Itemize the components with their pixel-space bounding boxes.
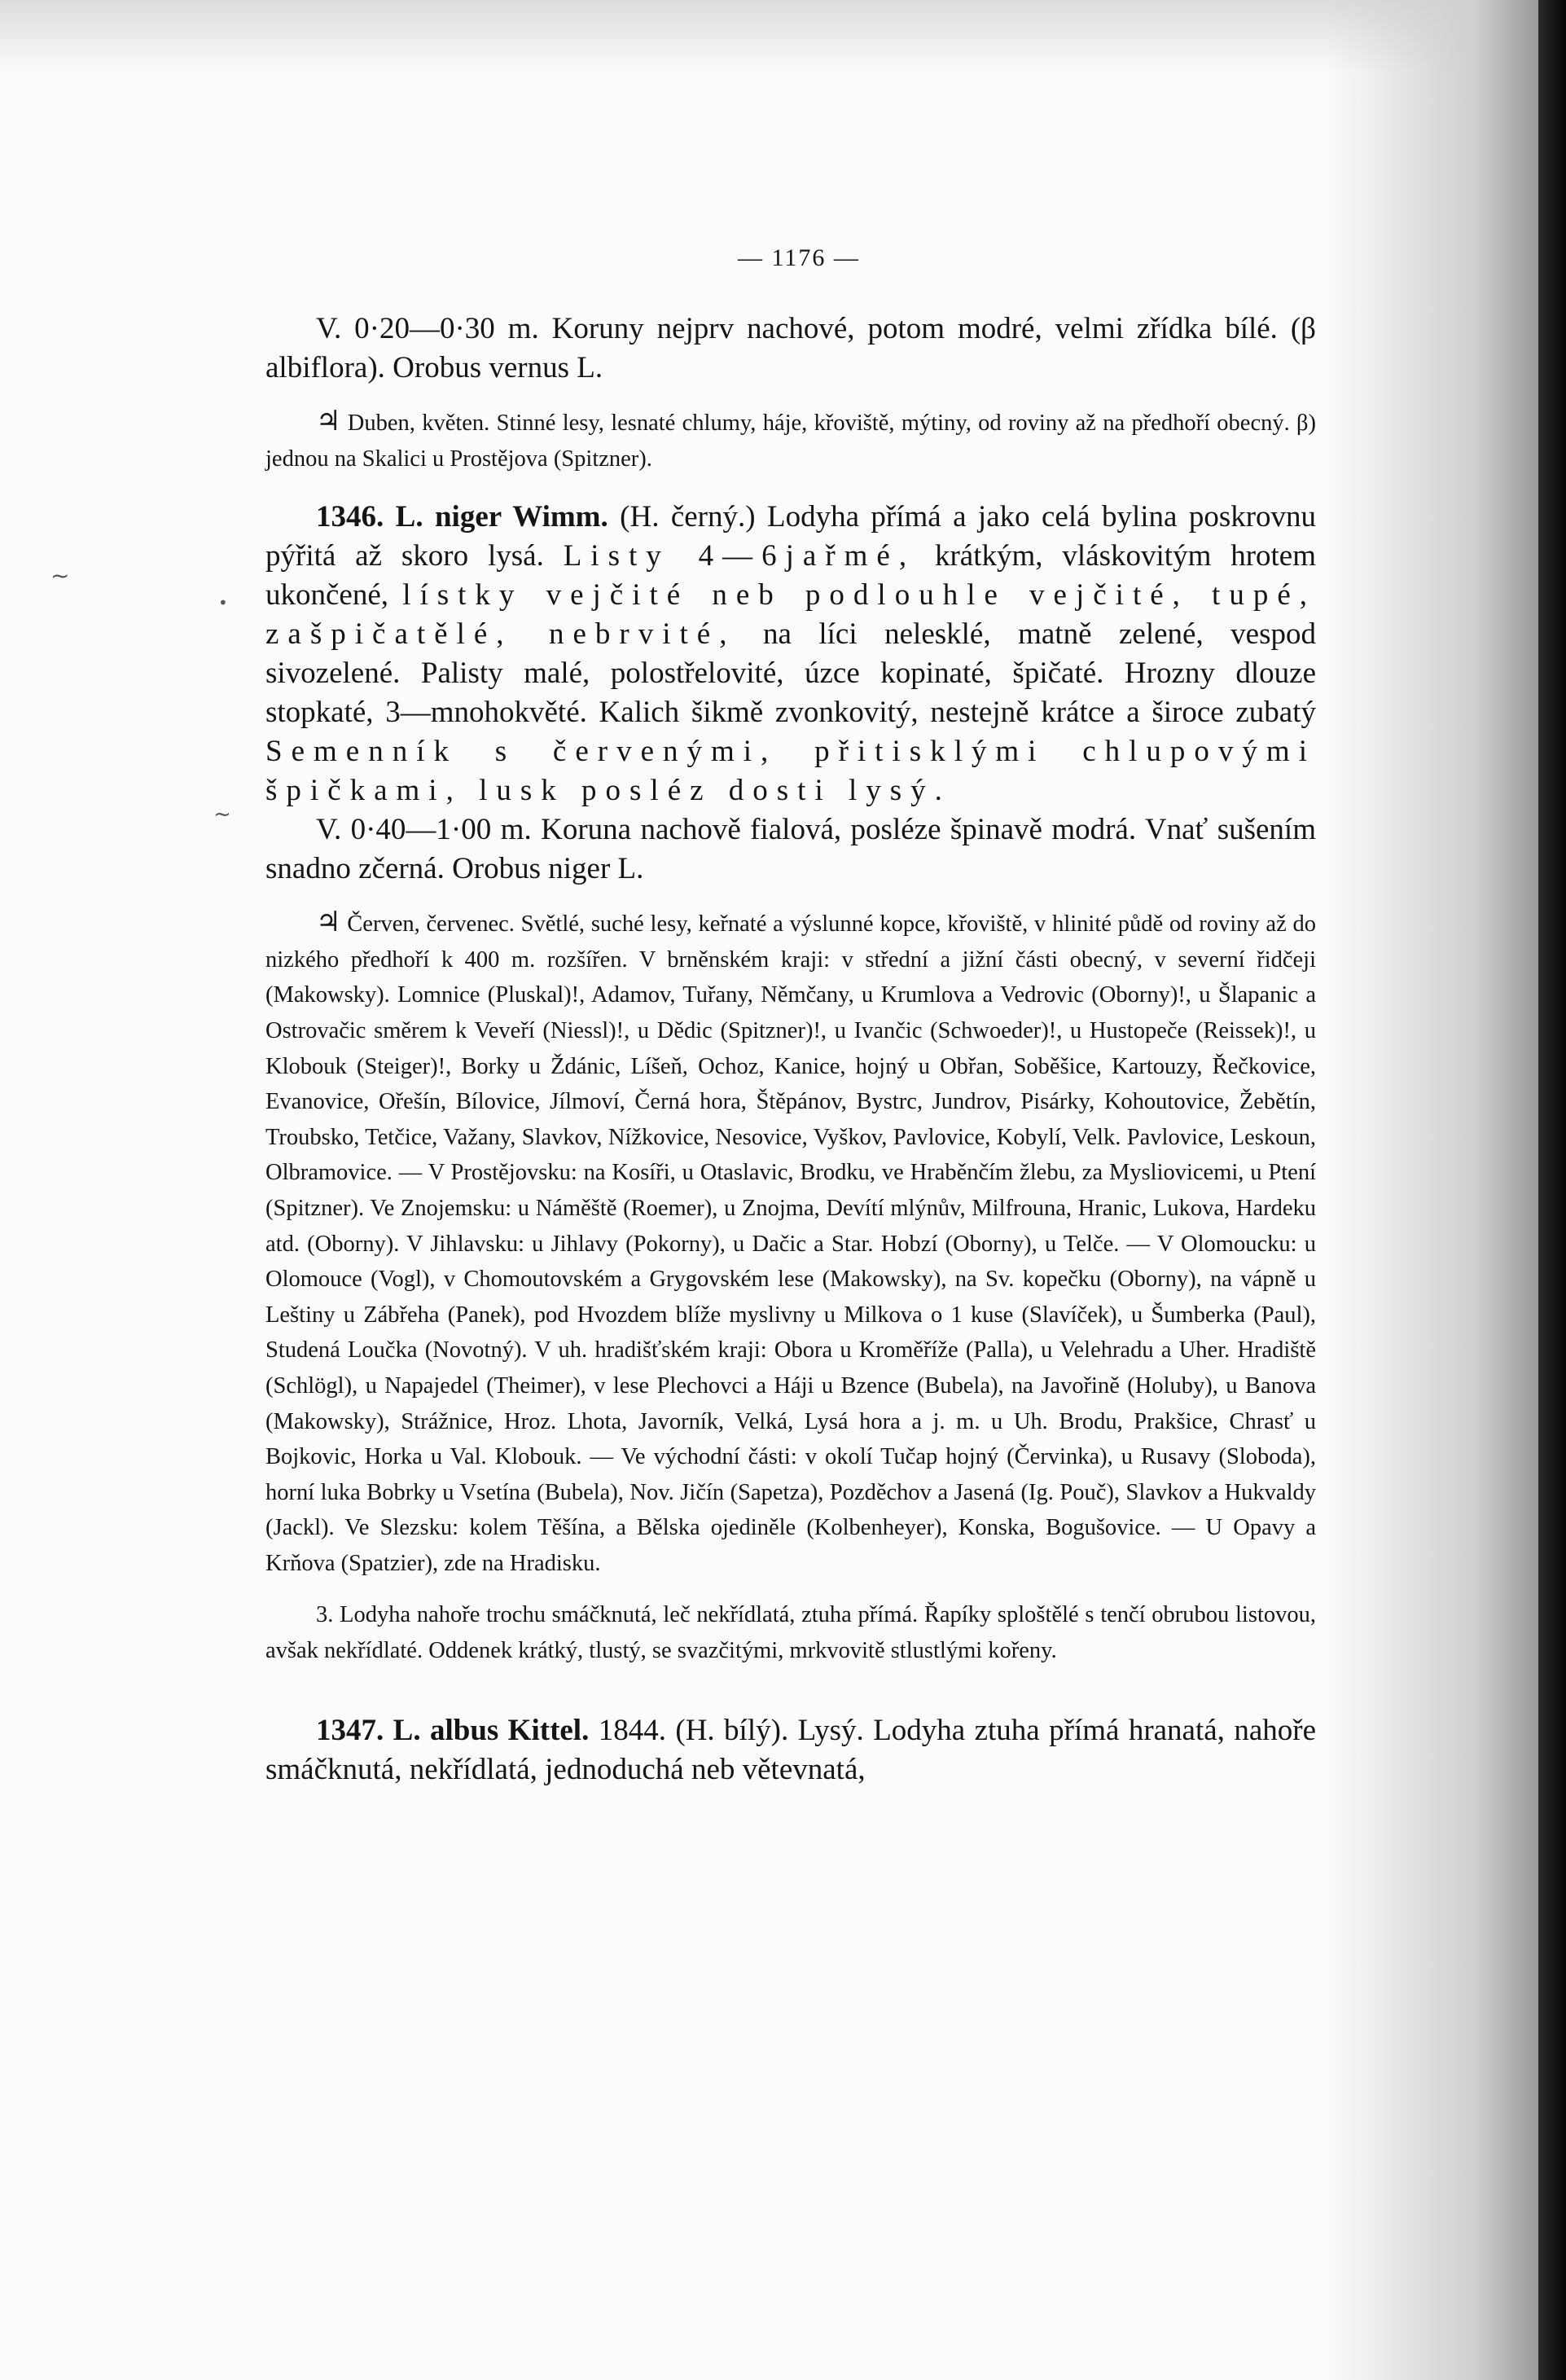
page-text bbox=[265, 244, 1316, 1789]
description-text: na líci nelesklé, matně zelené, vespod sivozelené. Palisty malé, polostřelovité, úzce kopinaté, špičaté. Hrozny dlouze stopkaté, 3—mnohokvěté. Kalich šikmě zvonkovitý, nestejně krátce a široce zubatý bbox=[265, 617, 1316, 730]
margin-mark: ~ bbox=[50, 562, 70, 589]
description-text: krátkým, vláskovitým hrotem ukončené, bbox=[265, 539, 1317, 613]
emphasis-ovary: Semenník s červenými, přitisklými chlupovými špičkami, lusk posléz dosti lysý. bbox=[265, 735, 1316, 808]
species-vernacular: (H. bílý). bbox=[675, 1713, 789, 1747]
phenology-paragraph bbox=[265, 404, 1316, 476]
margin-mark: • bbox=[218, 593, 228, 613]
margin-mark: ~ bbox=[213, 802, 231, 827]
perennial-symbol: ♃ bbox=[316, 907, 341, 938]
corolla-paragraph: V. 0·40—1·00 m. Koruna nachově fialová, posléze špinavě modrá. Vnať sušením snadno zčerná. Orobus niger L. bbox=[265, 813, 1316, 886]
species-number: 1346. bbox=[316, 500, 384, 534]
species-name: L. albus Kittel. bbox=[393, 1713, 590, 1747]
species-entry-1346 bbox=[265, 498, 1316, 810]
species-vernacular: (H. černý.) bbox=[620, 500, 756, 534]
scan-edge bbox=[1538, 0, 1566, 2380]
emphasis-leaflets: lístky vejčité neb podlouhle vejčité, tupé, zašpičatělé, nebrvité, bbox=[265, 578, 1317, 652]
description-text: Lysý. Lodyha ztuha přímá hranatá, nahoře smáčknutá, nekřídlatá, jednoduchá neb větevnatá, bbox=[265, 1713, 1316, 1786]
page-number: — 1176 — bbox=[738, 244, 860, 271]
distribution-text: Červen, červenec. Světlé, suché lesy, keřnaté a výslunné kopce, křoviště, v hlinité půdě od roviny až do nizkého předhoří k 400 m. rozšířen. V brněnském kraji: v střední a jižní části obecný, v severní řidčeji (Makowsky). Lomnice (Pluskal)!, Adamov, Tuřany, Němčany, u Krumlova a Vedrovic (Oborny)!, u Šlapanic a Ostrovačic směrem k Veveří (Niessl)!, u Dědic (Spitzner)!, u Ivančic (Schwoeder)!, u Hustopeče (Reissek)!, u Klobouk (Steiger)!, Borky u Ždánic, Líšeň, Ochoz, Kanice, hojný u Obřan, Soběšice, Kartouzy, Řečkovice, Evanovice, Ořešín, Bílovice, Jílmoví, Černá hora, Štěpánov, Bystrc, Jundrov, Pisárky, Kohoutovice, Žebětín, Troubsko, Tetčice, Važany, Slavkov, Nížkovice, Nesovice, Vyškov, Pavlovice, Kobylí, Velk. Pavlovice, Leskoun, Olbramovice. — V Prostějovsku: na Kosíři, u Otaslavic, Brodku, ve Hraběnčím žlebu, za Mysliovicemi, u Ptení (Spitzner). Ve Znojemsku: u Náměště (Roemer), u Znojma, Devítí mlýnův, Milfrouna, Hranic, Lukova, Hardeku atd. (Oborny). V Jihlavsku: u Jihlavy (Pokorny), u Dačic a Star. Hobzí (Oborny), u Telče. — V Olomoucku: u Olomouce (Vogl), v Chomoutovském a Grygovském lese (Makowsky), na Sv. kopečku (Oborny), na vápně u Leštiny u Zábřeha (Panek), pod Hvozdem blíže myslivny u Milkova o 1 kuse (Slavíček), u Šumberka (Paul), Studená Loučka (Novotný). V uh. hradišťském kraji: Obora u Kroměříže (Palla), u Velehradu a Uher. Hradiště (Schlögl), u Napajedel (Theimer), v lese Plechovci a Háji u Bzence (Bubela), na Javořině (Holuby), u Banova (Makowsky), Strážnice, Hroz. Lhota, Javorník, Velká, Lysá hora a j. m. u Uh. Brodu, Prakšice, Chrasť u Bojkovic, Horka u Val. Klobouk. — Ve východní části: v okolí Tučap hojný (Červinka), u Rusavy (Sloboda), horní luka Bobrky u Vsetína (Bubela), Nov. Jičín (Sapetza), Pozděchov a Jasená (Ig. Pouč), Slavkov a Hukvaldy (Jackl). Ve Slezsku: kolem Těšína, a Bělska ojediněle (Kolbenheyer), Konska, Bogušovice. — U Opavy a Krňova (Spatzier), zde na Hradisku. bbox=[265, 911, 1317, 1576]
emphasis-leaves: Listy 4—6jařmé, bbox=[563, 539, 916, 573]
species-name: L. niger Wimm. bbox=[395, 500, 608, 534]
description-text: Lodyha přímá a jako celá bylina poskrovnu pýřitá až skoro lysá. bbox=[265, 500, 1317, 573]
note-paragraph: 3. Lodyha nahoře trochu smáčknutá, leč nekřídlatá, ztuha přímá. Řapíky sploštělé s tenčí obrubou listovou, avšak nekřídlaté. Oddenek krátký, tlustý, se svazčitými, mrkvovitě stlustlými kořeny. bbox=[265, 1602, 1316, 1664]
distribution-paragraph bbox=[265, 905, 1316, 1581]
species-number: 1347. bbox=[316, 1713, 384, 1747]
species-entry-1347 bbox=[265, 1711, 1316, 1789]
height-paragraph: V. 0·20—0·30 m. Koruny nejprv nachové, potom modré, velmi zřídka bílé. (β albiflora). Orobus vernus L. bbox=[265, 312, 1316, 384]
perennial-symbol: ♃ bbox=[316, 406, 341, 437]
phenology-text: Duben, květen. Stinné lesy, lesnaté chlumy, háje, křoviště, mýtiny, od roviny až na předhoří obecný. β) jednou na Skalici u Prostějova (Spitzner). bbox=[265, 411, 1317, 472]
species-year: 1844. bbox=[598, 1713, 666, 1747]
